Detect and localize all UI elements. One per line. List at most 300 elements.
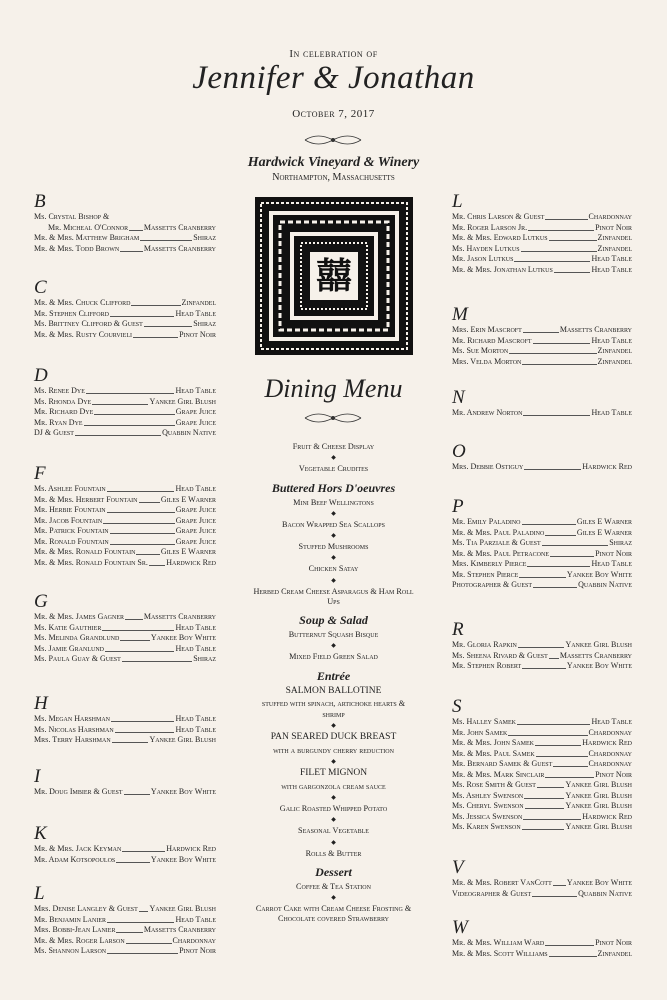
guest-name: Mr. Stephen Clifford (34, 308, 109, 318)
table-name: Yankee Boy White (150, 787, 216, 796)
group-initial-letter: V (452, 857, 464, 878)
guest-row (452, 728, 632, 739)
table-name: Chardonnay (588, 727, 632, 737)
guest-row (452, 651, 632, 662)
guest-name: Ms. Brittney Clifford & Guest (34, 319, 143, 328)
leader-line (86, 393, 175, 394)
guest-name: Mr. & Mrs. Ronald Fountain (34, 547, 136, 556)
leader-line (508, 735, 587, 736)
leader-line (554, 272, 591, 273)
leader-line (549, 956, 597, 957)
guest-row (452, 949, 632, 960)
table-name: Massetts Cranberry (143, 612, 216, 621)
seating-group (452, 858, 632, 899)
guest-name: Mr. Jason Lutkus (452, 254, 514, 263)
table-name: Yankee Girl Blush (565, 790, 632, 800)
guest-name: Ms. Megan Harshman (34, 714, 111, 723)
menu-item: Herbed Cream Cheese Asparagus & Ham Roll Ups (253, 586, 414, 606)
diamond-separator-icon: ◆ (331, 555, 336, 562)
table-name: Head Table (175, 484, 216, 493)
menu-section-heading: Soup & Salad (299, 613, 368, 627)
guest-name: Ms. Renee Dye (34, 386, 85, 395)
table-name: Pinot Noir (595, 548, 632, 558)
guest-name: Mr. & Mrs. Ronald Fountain Sr. (34, 557, 148, 567)
guest-name: Mr. & Mrs. Mark Sinclair (452, 769, 545, 779)
diamond-separator-icon: ◆ (331, 895, 336, 902)
guest-row (34, 319, 216, 330)
leader-line (549, 240, 597, 241)
table-name: Grape Juice (175, 526, 216, 535)
table-name: Head Table (175, 643, 216, 653)
guest-row (452, 346, 632, 357)
guest-name: Mr. Richard Dye (34, 407, 94, 416)
group-initial-letter: G (34, 591, 48, 612)
guest-row (34, 505, 216, 516)
guest-row (452, 640, 632, 651)
guest-name: Mr. & Mrs. Todd Brown (34, 243, 120, 253)
seating-group (34, 278, 216, 340)
leader-line (131, 305, 180, 306)
guest-row (34, 298, 216, 309)
table-name: Head Table (591, 335, 632, 345)
guest-name: Mr. & Mrs. Jonathan Lutkus (452, 264, 553, 274)
table-name: Giles E Warner (160, 494, 216, 504)
guest-row (34, 547, 216, 558)
guest-name: Mr. Jacob Fountain (34, 515, 103, 525)
menu-item: FILET MIGNON (299, 768, 368, 778)
guest-row (34, 309, 216, 320)
table-name: Hardwick Red (582, 462, 632, 471)
guest-row (452, 749, 632, 760)
diamond-separator-icon: ◆ (331, 533, 336, 539)
group-initial-letter: K (34, 823, 47, 844)
leader-line (139, 502, 160, 503)
leader-line (545, 535, 576, 536)
guest-name: Ms. Jamie Granlund (34, 643, 105, 653)
diamond-separator-icon: ◆ (331, 455, 336, 462)
leader-line (532, 896, 577, 897)
leader-line (107, 953, 178, 954)
table-name: Yankee Girl Blush (149, 735, 216, 744)
dining-menu-list (252, 440, 415, 927)
guest-name: Mr. Stephen Pierce (452, 569, 519, 579)
leader-line (75, 435, 161, 436)
table-name: Pinot Noir (179, 946, 216, 955)
leader-line (116, 862, 150, 863)
menu-item: Carrot Cake with Cream Cheese Frosting & Chocolate covered Strawberry (255, 904, 412, 924)
leader-line (553, 885, 566, 886)
leader-line (524, 798, 564, 799)
table-name: Massetts Cranberry (143, 222, 216, 232)
menu-section-heading: Buttered Hors D'oeuvres (271, 480, 396, 495)
guest-row (452, 254, 632, 265)
leader-line (140, 240, 192, 241)
leader-line (545, 777, 594, 778)
table-name: Hardwick Red (582, 738, 632, 747)
menu-item: SALMON BALLOTINE (285, 685, 382, 696)
seating-group (452, 305, 632, 367)
guest-row (452, 738, 632, 749)
menu-item: Mixed Field Green Salad (289, 652, 378, 662)
guest-name: Ms. Ashlee Fountain (34, 484, 106, 493)
diamond-separator-icon: ◆ (331, 795, 336, 802)
seating-group (452, 442, 632, 473)
table-name: Grape Juice (175, 536, 216, 546)
seating-group (34, 464, 216, 568)
table-name: Chardonnay (588, 759, 632, 768)
table-name: Yankee Boy White (566, 878, 632, 887)
group-initial-letter: L (34, 883, 45, 904)
table-name: Yankee Girl Blush (565, 801, 632, 810)
guest-name: Mr. Chris Larson & Guest (452, 212, 545, 221)
guest-row (452, 801, 632, 812)
table-name: Head Table (175, 724, 216, 734)
guest-name: Mr. & Mrs. Matthew Brigham (34, 233, 140, 242)
guest-row (34, 855, 216, 866)
seating-group (34, 767, 216, 798)
guest-name: Ms. Rose Smith & Guest (452, 780, 536, 789)
guest-name: Mr. Adam Kotsopoulos (34, 854, 116, 864)
guest-name: Mr. Roger Larson Jr. (452, 222, 528, 232)
table-name: Zinfandel (597, 233, 632, 242)
table-name: Giles E Warner (576, 517, 632, 526)
guest-name: Ms. Melinda Grandlund (34, 633, 120, 642)
table-name: Head Table (175, 714, 216, 723)
guest-name: Ms. Hayden Lutkus (452, 243, 520, 253)
table-name: Zinfandel (597, 356, 632, 366)
table-name: Giles E Warner (160, 547, 216, 556)
leader-line (84, 425, 175, 426)
leader-line (110, 533, 175, 534)
diamond-separator-icon: ◆ (331, 722, 336, 729)
leader-line (519, 577, 565, 578)
leader-line (522, 524, 576, 525)
guest-row (34, 946, 216, 957)
guest-name: Mrs. Bobbi-Jean Lanier (34, 925, 116, 934)
guest-row (34, 623, 216, 634)
group-initial-letter: W (452, 917, 468, 938)
table-name: Shiraz (193, 319, 216, 328)
leader-line (553, 766, 587, 767)
leader-line (527, 566, 590, 567)
leader-line (120, 251, 143, 252)
guest-row (452, 517, 632, 528)
guest-row (34, 558, 216, 569)
diamond-separator-icon: ◆ (331, 577, 336, 584)
seating-group (452, 620, 632, 672)
seating-group (452, 497, 632, 591)
guest-row (452, 325, 632, 336)
guest-row (34, 725, 216, 736)
guest-row (452, 462, 632, 473)
seating-group (34, 592, 216, 665)
guest-name: Mr. & Mrs. Rusty Courvieli (34, 329, 132, 339)
leader-line (549, 658, 559, 659)
menu-item: Stuffed Mushrooms (298, 542, 369, 551)
leader-line (517, 724, 590, 725)
guest-row (34, 844, 216, 855)
guest-name: Ms. Karen Swenson (452, 822, 521, 831)
leader-line (524, 469, 581, 470)
guest-name: Ms. Katie Gauthier (34, 622, 102, 632)
menu-flourish-ornament (303, 408, 363, 428)
leader-line (126, 943, 172, 944)
table-name: Quabbin Native (578, 888, 632, 898)
leader-line (110, 316, 175, 317)
guest-row (34, 644, 216, 655)
table-name: Shiraz (193, 233, 216, 242)
guest-name: Ms. Crystal Bishop & (34, 212, 110, 221)
menu-section-heading: Entrée (316, 668, 351, 683)
leader-line (122, 851, 165, 852)
guest-row (34, 526, 216, 537)
guest-row (34, 904, 216, 915)
table-name: Hardwick Red (582, 811, 632, 821)
menu-item: Vegetable Crudites (298, 464, 369, 474)
table-name: Head Table (175, 622, 216, 632)
table-name: Chardonnay (588, 748, 632, 758)
guest-row (452, 812, 632, 823)
table-name: Giles E Warner (576, 527, 632, 537)
guest-name: Mr. & Mrs. Paul Samek (452, 748, 535, 758)
guest-name: Mrs. Debbie Ostiguy (452, 462, 524, 471)
leader-line (133, 337, 178, 338)
seating-group (452, 697, 632, 833)
leader-line (120, 640, 149, 641)
leader-line (525, 808, 565, 809)
leader-line (103, 523, 175, 524)
guest-name: Mr. Micheal O'Connor (48, 222, 129, 232)
guest-row (34, 537, 216, 548)
table-name: Head Table (175, 386, 216, 395)
guest-name: Mr. Ronald Fountain (34, 536, 109, 546)
table-name: Massetts Cranberry (143, 243, 216, 253)
menu-item: Bacon Wrapped Sea Scallops (282, 519, 385, 529)
guest-row (34, 223, 216, 234)
menu-item-description: stuffed with spinach, artichoke hearts & shrimp (261, 699, 406, 719)
guest-name: Videographer & Guest (452, 888, 532, 898)
guest-row (452, 791, 632, 802)
leader-line (536, 756, 588, 757)
table-name: Head Table (591, 717, 632, 726)
leader-line (122, 661, 192, 662)
guest-row (452, 549, 632, 560)
guest-name: Photographer & Guest (452, 580, 533, 589)
leader-line (522, 668, 566, 669)
guest-name: Mr. & Mrs. Scott Williams (452, 948, 548, 958)
leader-line (125, 619, 143, 620)
guest-name: Mrs. Erin Mascroft (452, 325, 522, 334)
table-name: Yankee Girl Blush (149, 396, 216, 406)
guest-row (34, 330, 216, 341)
leader-line (550, 556, 594, 557)
table-name: Yankee Girl Blush (565, 822, 632, 831)
guest-row (34, 714, 216, 725)
table-name: Massetts Cranberry (559, 650, 632, 660)
leader-line (111, 721, 174, 722)
leader-line (521, 251, 597, 252)
guest-name: Mr. & Mrs. Robert VanCott (452, 878, 552, 887)
guest-name: Mr. & Mrs. James Gagner (34, 612, 125, 621)
leader-line (522, 829, 565, 830)
guest-row (452, 780, 632, 791)
table-name: Grape Juice (175, 407, 216, 416)
guest-row (34, 654, 216, 665)
guest-name: Ms. Sheena Rivard & Guest (452, 650, 548, 660)
guest-name: Mr. Doug Imbier & Guest (34, 787, 123, 796)
guest-row (452, 244, 632, 255)
guest-row (34, 212, 216, 223)
group-initial-letter: S (452, 696, 462, 717)
svg-text:囍: 囍 (315, 256, 353, 297)
couple-names: Jennifer & Jonathan (192, 60, 475, 96)
table-name: Yankee Boy White (150, 633, 216, 642)
guest-row (452, 938, 632, 949)
table-name: Quabbin Native (578, 580, 632, 589)
table-name: Yankee Boy White (150, 854, 216, 864)
group-initial-letter: H (34, 693, 48, 714)
leader-line (518, 647, 565, 648)
guest-name: Mr. & Mrs. Herbert Fountain (34, 494, 138, 504)
guest-row (34, 233, 216, 244)
leader-line (129, 230, 143, 231)
guest-name: Mr. & Mrs. Edward Lutkus (452, 233, 548, 242)
table-name: Pinot Noir (595, 222, 632, 232)
guest-row (452, 233, 632, 244)
guest-name: Ms. Halley Samek (452, 717, 517, 726)
table-name: Grape Juice (175, 515, 216, 525)
seating-group (452, 388, 632, 419)
guest-row (34, 925, 216, 936)
guest-name: DJ & Guest (34, 428, 74, 437)
leader-line (144, 326, 192, 327)
guest-row (34, 915, 216, 926)
guest-name: Mr. Richard Mascroft (452, 335, 532, 345)
diamond-separator-icon: ◆ (331, 817, 336, 824)
table-name: Hardwick Red (166, 557, 216, 567)
guest-name: Ms. Tia Parziale & Guest (452, 538, 541, 547)
table-name: Grape Juice (175, 505, 216, 514)
seating-group (452, 918, 632, 959)
guest-name: Mrs. Denise Langley & Guest (34, 904, 138, 913)
guest-name: Ms. Sue Morton (452, 346, 509, 355)
guest-name: Mr. Ryan Dye (34, 417, 83, 427)
guest-row (34, 495, 216, 506)
guest-name: Mr. & Mrs. John Samek (452, 738, 535, 747)
celebration-line: In celebration of (289, 48, 378, 60)
leader-line (523, 415, 590, 416)
guest-row (452, 878, 632, 889)
guest-name: Ms. Rhonda Dye (34, 396, 92, 406)
menu-item-description: with gargonzola cream sauce (281, 781, 386, 791)
table-name: Chardonnay (172, 935, 216, 945)
leader-line (92, 404, 148, 405)
leader-line (535, 745, 581, 746)
guest-row (452, 770, 632, 781)
diamond-separator-icon: ◆ (331, 839, 336, 846)
leader-line (528, 230, 594, 231)
guest-row (34, 787, 216, 798)
table-name: Quabbin Native (162, 428, 216, 437)
table-name: Pinot Noir (595, 769, 632, 779)
leader-line (94, 414, 175, 415)
leader-line (523, 332, 559, 333)
guest-name: Mr. Bernard Samek & Guest (452, 759, 553, 768)
seating-group (34, 884, 216, 957)
guest-row (452, 357, 632, 368)
event-date: October 7, 2017 (292, 108, 375, 120)
group-initial-letter: N (452, 387, 465, 408)
guest-name: Mr. Gloria Rapkin (452, 640, 517, 649)
guest-name: Mr. & Mrs. William Ward (452, 938, 545, 947)
leader-line (115, 732, 175, 733)
leader-line (107, 922, 174, 923)
guest-name: Ms. Paula Guay & Guest (34, 654, 121, 663)
table-name: Grape Juice (175, 417, 216, 427)
table-name: Hardwick Red (166, 844, 216, 853)
guest-row (452, 822, 632, 833)
menu-item: Chicken Satay (308, 564, 359, 574)
guest-name: Mr. Herbie Fountain (34, 505, 106, 514)
menu-item: Galic Roasted Whipped Potato (279, 804, 388, 814)
venue-name: Hardwick Vineyard & Winery (247, 155, 420, 170)
flourish-ornament (303, 130, 363, 150)
leader-line (545, 945, 594, 946)
table-name: Shiraz (609, 538, 632, 547)
guest-name: Mr. & Mrs. Roger Larson (34, 935, 125, 945)
leader-line (533, 343, 591, 344)
leader-line (542, 545, 609, 546)
table-name: Head Table (175, 308, 216, 318)
menu-item: Rolls & Butter (305, 848, 362, 858)
guest-row (34, 386, 216, 397)
guest-row (34, 407, 216, 418)
guest-row (452, 265, 632, 276)
leader-line (107, 491, 175, 492)
group-initial-letter: O (452, 441, 466, 462)
guest-name: Mr. John Samek (452, 727, 508, 737)
diamond-separator-icon: ◆ (331, 759, 336, 765)
leader-line (107, 512, 175, 513)
guest-row (452, 759, 632, 770)
leader-line (509, 353, 596, 354)
guest-row (452, 212, 632, 223)
leader-line (112, 742, 149, 743)
group-initial-letter: C (34, 277, 47, 298)
guest-row (34, 735, 216, 746)
guest-name: Mr. & Mrs. Paul Paladino (452, 527, 545, 537)
seating-group (34, 366, 216, 439)
table-name: Zinfandel (181, 298, 216, 307)
guest-row (34, 428, 216, 439)
menu-section-heading: Dessert (315, 864, 352, 879)
guest-row (34, 633, 216, 644)
guest-row (452, 336, 632, 347)
menu-item: Mini Beef Wellingtons (293, 497, 374, 507)
guest-row (452, 408, 632, 419)
guest-row (452, 538, 632, 549)
table-name: Zinfandel (597, 346, 632, 355)
group-initial-letter: R (452, 619, 464, 640)
guest-row (452, 661, 632, 672)
table-name: Yankee Girl Blush (565, 640, 632, 649)
guest-row (452, 570, 632, 581)
guest-row (452, 889, 632, 900)
group-initial-letter: B (34, 191, 46, 212)
menu-item: PAN SEARED DUCK BREAST (270, 731, 397, 742)
leader-line (149, 565, 165, 566)
group-initial-letter: P (452, 496, 464, 517)
